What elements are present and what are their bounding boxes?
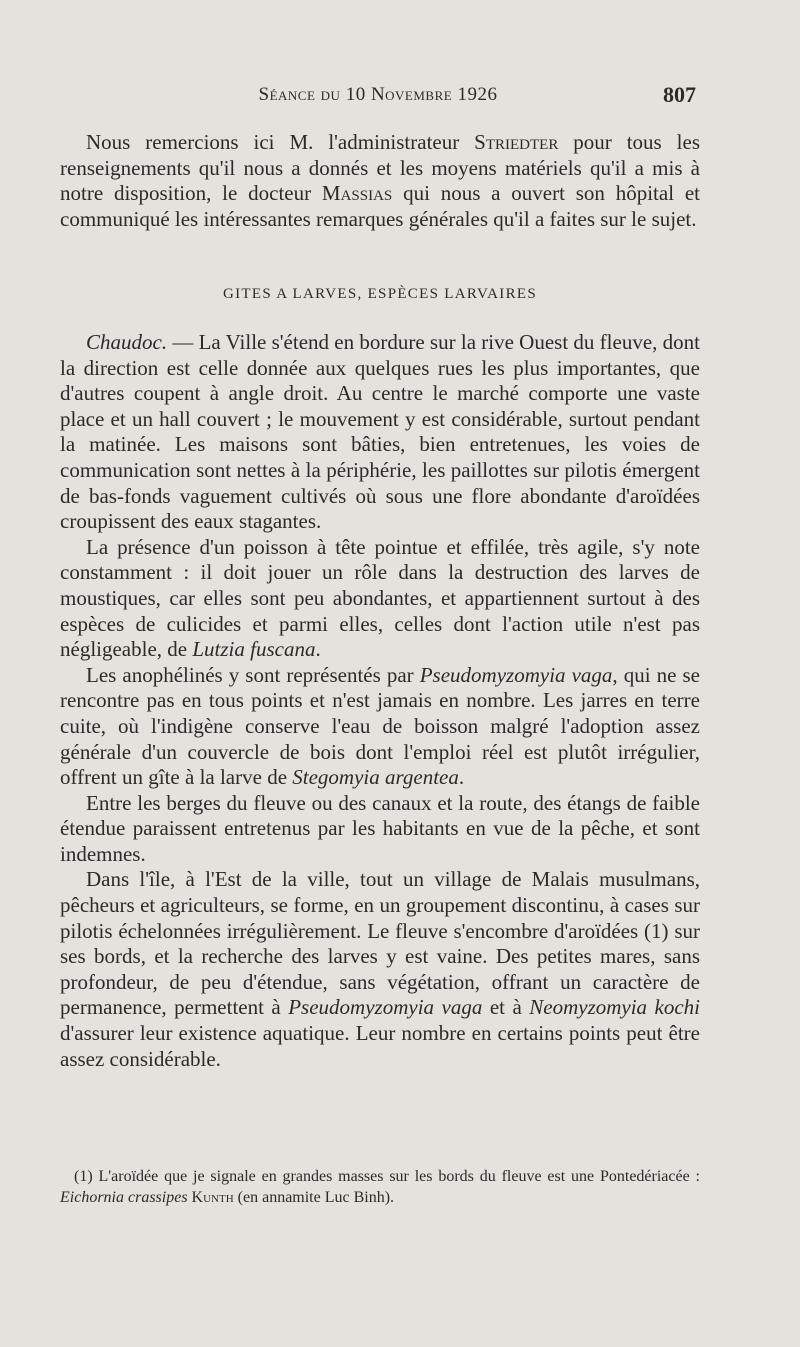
paragraph-anophelines xyxy=(60,663,700,791)
species-name: Stegomyia argentea xyxy=(292,765,459,790)
species-name: Neomyzomyia kochi xyxy=(529,995,701,1020)
main-section xyxy=(60,330,700,1072)
header-title: Séance du 10 Novembre 1926 xyxy=(258,84,498,105)
person-name-massias: Massias xyxy=(321,181,393,206)
paragraph-chaudoc xyxy=(60,330,700,535)
footnote xyxy=(60,1166,700,1208)
footnote-text-1: (1) L'aroïdée que je signale en grandes masses sur les bords du fleuve est une Pontedériacée : xyxy=(74,1168,700,1185)
paragraph-text: — La Ville s'étend en bordure sur la rive Ouest du fleuve, dont la direction est celle donnée aux quelques rues les plus importantes, que d'autres coupent à angle droit. Au centre le marché comporte une vaste place et un hall couvert ; le mouvement y est considérable, surtout pendant la matinée. Les maisons sont bâties, bien entretenues, les voies de communication sont nettes à la périphérie, les paillottes sur pilotis émergent de bas-fonds vaguement cultivés où sous une flore abondante d'aroïdées croupissent des eaux stagantes. xyxy=(60,330,700,534)
person-name-striedter: Striedter xyxy=(474,130,559,154)
paragraph-text: d'assurer leur existence aquatique. Leur nombre en certains points peut être assez considérable. xyxy=(60,1021,700,1071)
species-name: Eichornia crassipes xyxy=(60,1189,188,1206)
intro-text-1: Nous remercions ici M. l'administrateur xyxy=(86,130,475,154)
paragraph-text: . xyxy=(458,765,465,790)
paragraph-text: . xyxy=(315,637,321,662)
section-heading: GITES A LARVES, ESPÈCES LARVAIRES xyxy=(222,286,537,302)
footnote-text xyxy=(60,1166,700,1208)
intro-section xyxy=(60,130,700,232)
intro-text-3: qui nous a ouvert son hôpital et communiqué les intéressantes remarques générales qu'il a faites sur le sujet. xyxy=(60,181,700,231)
species-name: Lutzia fuscana xyxy=(192,637,316,662)
paragraph-poisson xyxy=(60,535,700,663)
acknowledgement-paragraph xyxy=(60,130,700,232)
paragraph-berges xyxy=(60,791,700,868)
place-name: Chaudoc. xyxy=(86,330,168,354)
species-authority: Kunth xyxy=(187,1189,234,1206)
footnote-text-2: (en annamite Luc Binh). xyxy=(233,1189,395,1206)
running-header xyxy=(58,84,698,114)
page-number: 807 xyxy=(663,82,696,107)
paragraph-text: , qui ne se rencontre pas en tous points et n'est jamais en nombre. Les jarres en terre cuite, où l'indigène conserve l'eau de boisson malgré l'adoption assez générale d'un couvercle de bois dont l'emploi réel est plutôt irrégulier, offrent un gîte à la larve de xyxy=(60,662,700,790)
paragraph-text: Entre les berges du fleuve ou des canaux et la route, des étangs de faible étendue paraissent entretenus par les habitants en vue de la pêche, et sont indemnes. xyxy=(60,790,700,866)
intro-text-2: pour tous les renseignements qu'il nous a donnés et les moyens matériels qu'il a mis à notre disposition, le docteur xyxy=(60,130,701,206)
paragraph-text: et à xyxy=(482,995,530,1020)
paragraph-text: La présence d'un poisson à tête pointue et effilée, très agile, s'y note constamment : il doit jouer un rôle dans la destruction des larves de moustiques, car elles sont peu abondantes, et appartiennent surtout à des espèces de culicides et parmi elles, celles dont l'action utile n'est pas négligeable, de xyxy=(60,534,700,662)
species-name: Pseudomyzomyia vaga xyxy=(419,662,613,687)
paragraph-text: Les anophélinés y sont représentés par xyxy=(86,662,420,687)
paragraph-text: Dans l'île, à l'Est de la ville, tout un village de Malais musulmans, pêcheurs et agriculteurs, se forme, en un groupement discontinu, à cases sur pilotis échelonnées irrégulièrement. Le fleuve s'encombre d'aroïdées (1) sur ses bords, et la recherche des larves y est vaine. Des petites mares, sans profondeur, de peu d'étendue, sans végétation, offrant un caractère de permanence, permettent à xyxy=(60,867,700,1020)
paragraph-ile xyxy=(60,867,700,1072)
species-name: Pseudomyzomyia vaga xyxy=(288,995,483,1020)
